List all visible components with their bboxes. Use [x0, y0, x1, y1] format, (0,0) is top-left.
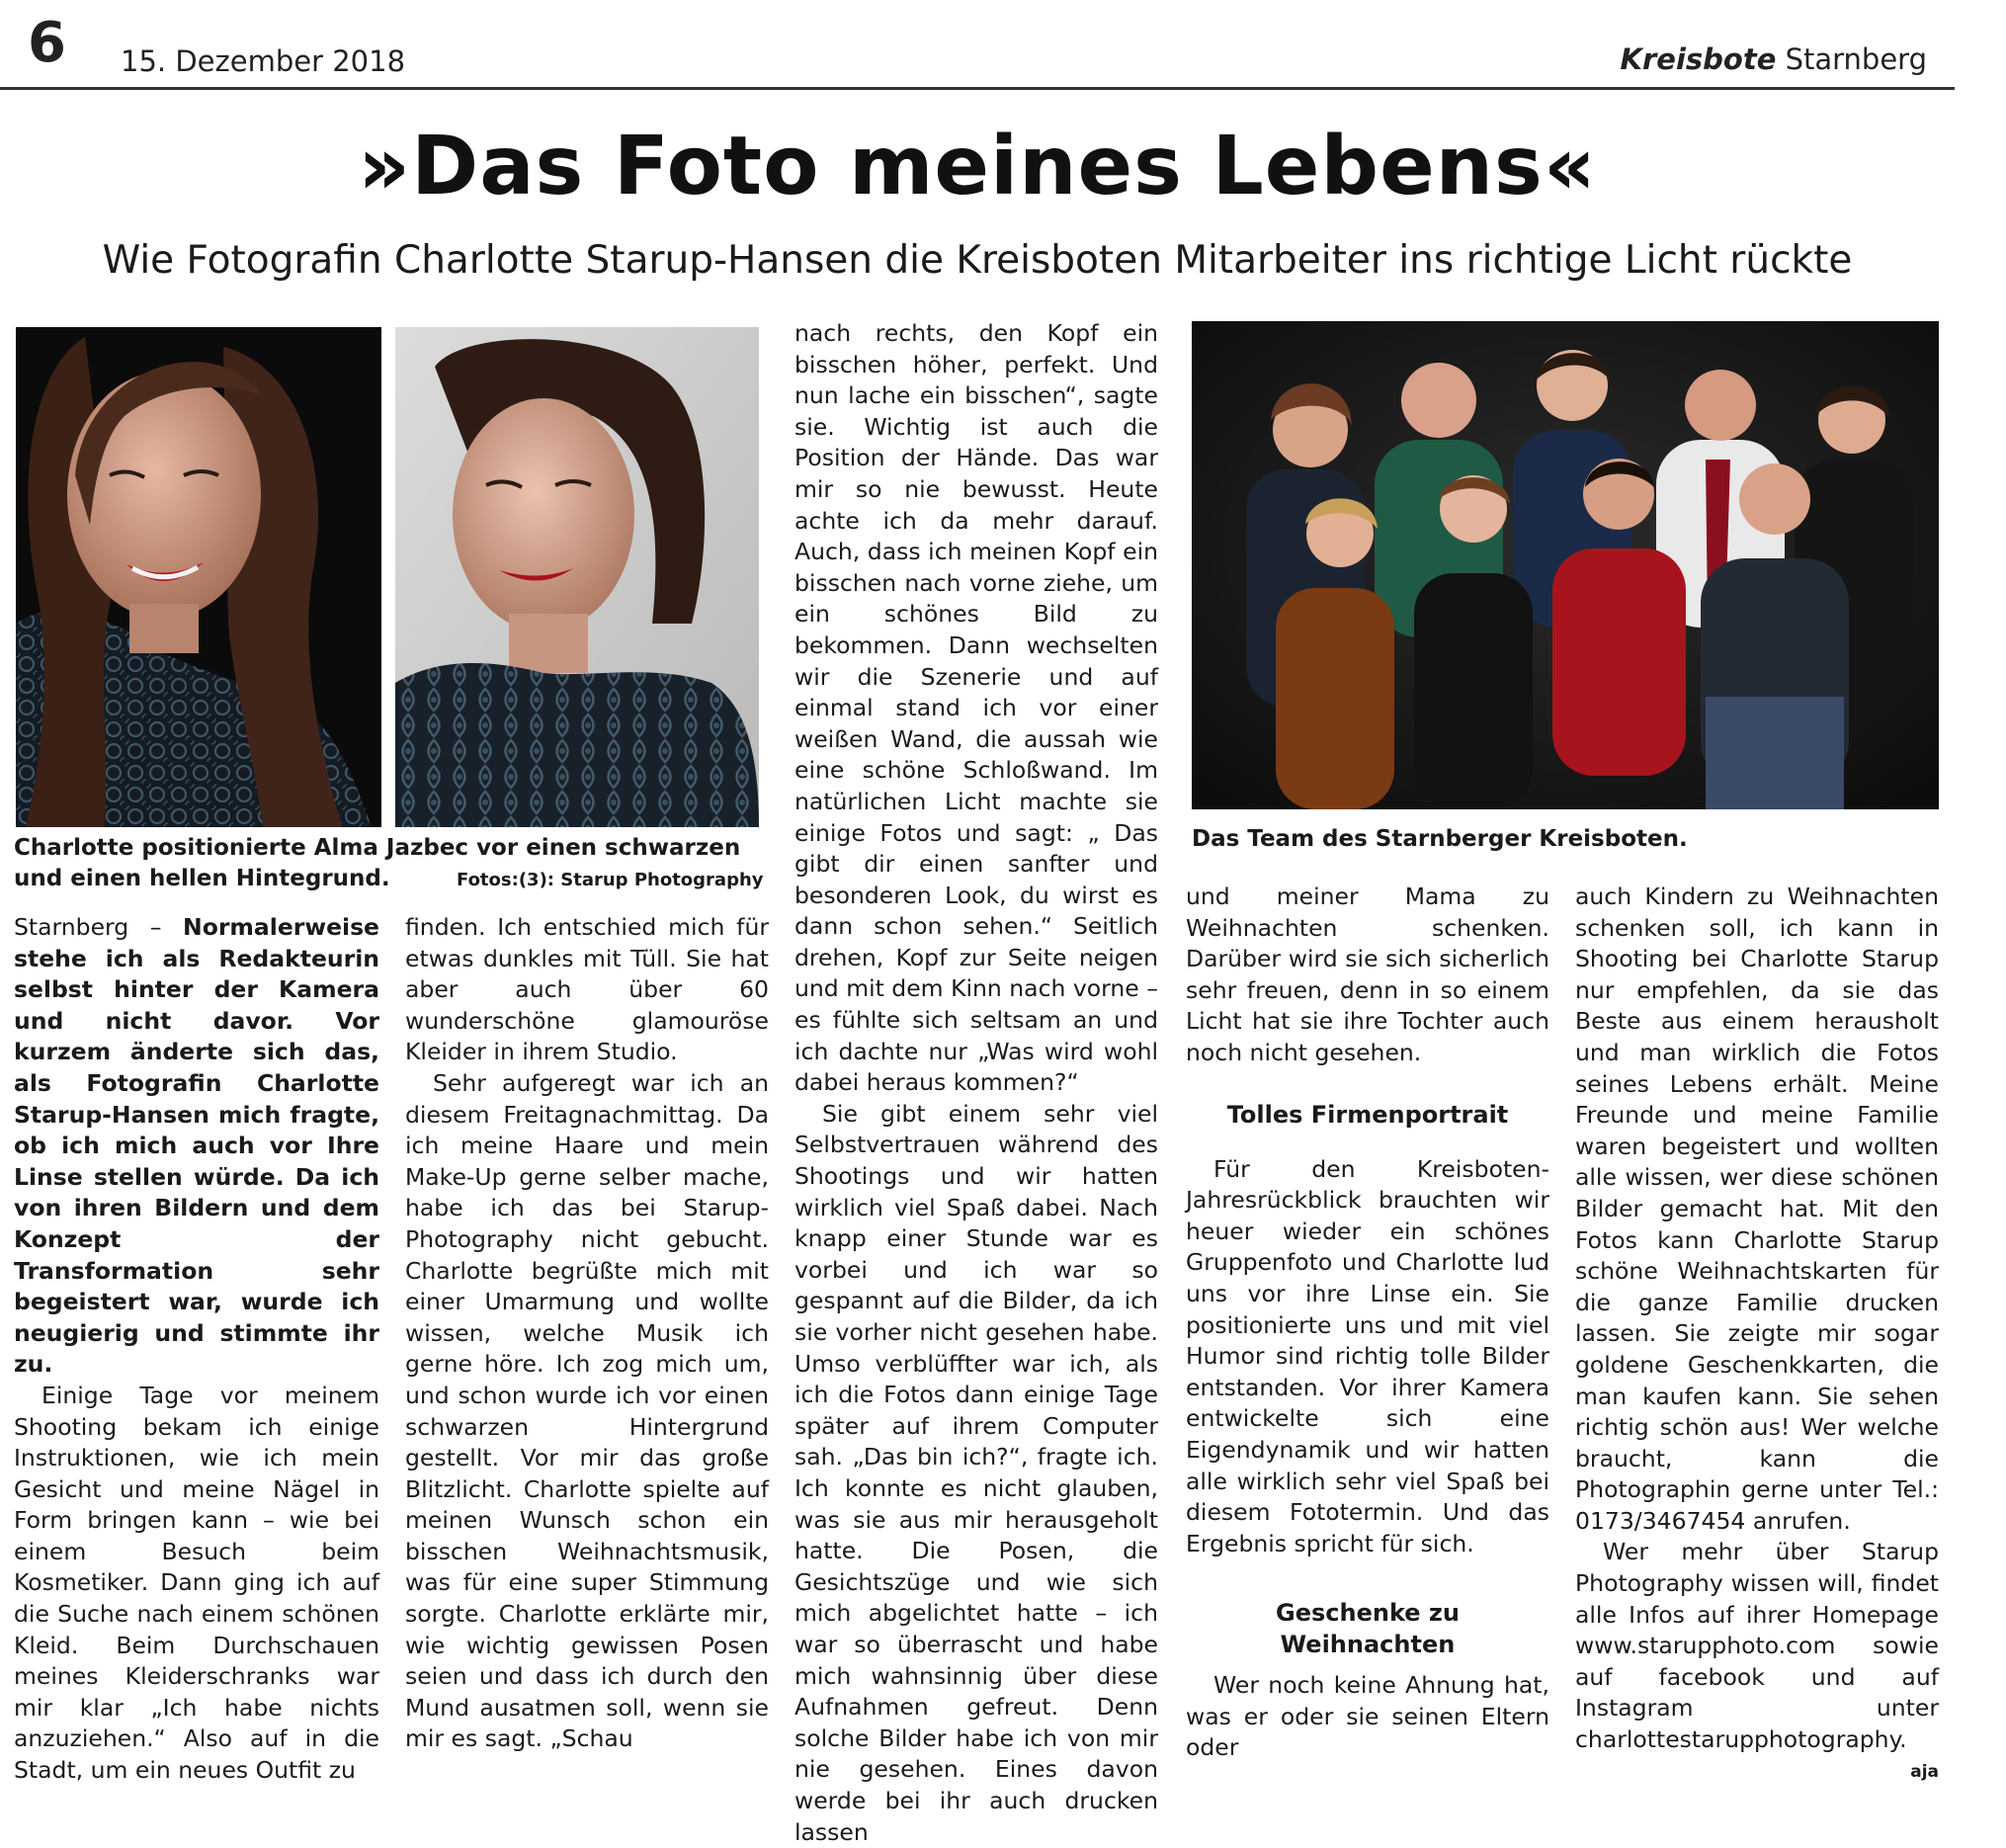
body-paragraph: finden. Ich entschied mich für etwas dunkles mit Tüll. Sie hat aber auch über 60 wunderschöne glamouröse Kleider in ihrem Studio.: [405, 913, 769, 1066]
article-column-3: [794, 318, 1158, 1848]
body-paragraph: [1575, 1537, 1939, 1782]
article-subheadline: Wie Fotografin Charlotte Starup-Hansen die Kreisboten Mitarbeiter ins richtige Licht rückte: [102, 238, 1853, 283]
photo-credit: Fotos:(3): Starup Photography: [457, 870, 764, 890]
publication-edition: Starnberg: [1785, 42, 1927, 76]
body-paragraph: nach rechts, den Kopf ein bisschen höher, perfekt. Und nun lache ein bisschen“, sagte sie. Wichtig ist auch die Position der Hände. Das war mir so nie bewusst. Heute achte ich da mehr darauf. Auch, dass ich meinen Kopf ein bisschen nach vorne ziehe, um ein schönes Bild zu bekommen. Dann wechselten wir die Szenerie und auf einmal stand ich vor einer weißen Wand, die aussah wie eine schöne Schloßwand. Im natürlichen Licht machte sie einige Fotos und sagt: „ Das gibt dir einen sanfter und besonderen Look, du wirst es dann schon sehen.“ Seitlich drehen, Kopf zur Seite neigen und mit dem Kinn nach vorne – es fühlte sich seltsam an und ich dachte nur „Was wird wohl dabei heraus kommen?“: [794, 319, 1158, 1097]
dateline: Starnberg –: [14, 913, 162, 941]
portrait-photo-light: [395, 327, 759, 827]
team-group-photo: [1192, 321, 1939, 809]
article-column-4: [1186, 882, 1549, 1764]
publication-name: [1620, 42, 1928, 76]
masthead-rule: [0, 87, 1955, 90]
body-paragraph: Wer noch keine Ahnung hat, was er oder sie seinen Eltern oder: [1186, 1671, 1549, 1762]
article-headline: »Das Foto meines Lebens«: [358, 120, 1597, 213]
article-column-1: [14, 912, 379, 1787]
closing-text: Wer mehr über Starup Photography wissen will, findet alle Infos auf ihrer Homepage www.starupphoto.com sowie auf facebook und auf Instagram unter charlottestarupphotography.: [1575, 1538, 1939, 1754]
photo-caption-team: Das Team des Starnberger Kreisboten.: [1192, 826, 1688, 852]
photo-caption-portraits: Charlotte positionierte Alma Jazbec vor einen schwarzen und einen hellen Hintegrund.: [14, 835, 741, 891]
section-heading-weihnachten: Geschenke zu Weihnachten: [1276, 1599, 1460, 1659]
body-paragraph: und meiner Mama zu Weihnachten schenken. Darüber wird sie sich sicherlich sehr freuen, denn in so einem Licht hat sie ihre Tochter auch noch nicht gesehen.: [1186, 882, 1549, 1066]
body-paragraph: Für den Kreisboten-Jahresrückblick brauchten wir heuer wieder ein schönes Gruppenfoto und Charlotte lud uns vor ihre Linse ein. Sie positionierte uns und mit viel Humor sind richtig tolle Bilder entstanden. Vor ihrer Kamera entwickelte sich eine Eigendynamik und wir hatten alle wirklich sehr viel Spaß bei diesem Fototermin. Und das Ergebnis spricht für sich.: [1186, 1154, 1549, 1557]
body-paragraph: Einige Tage vor meinem Shooting bekam ich einige Instruktionen, wie ich mein Gesicht und meine Nägel in Form bringen kann – wie bei einem Besuch beim Kosmetiker. Dann ging ich auf die Suche nach einem schönen Kleid. Beim Durchschauen meines Kleiderschranks war mir klar „Ich habe nichts anzuziehen.“ Also auf in die Stadt, um ein neues Outfit zu: [14, 1381, 379, 1785]
body-paragraph: auch Kindern zu Weihnachten schenken soll, ich kann in Shooting bei Charlotte Starup nur empfehlen, da sie das Beste aus einem herausholt und man wirklich die Fotos seines Lebens erhält. Meine Freunde und meine Familie waren begeistert und wollten alle wissen, wer diese schönen Bilder gemacht hat. Mit den Fotos kann Charlotte Starup schöne Weihnachtskarten für die ganze Familie drucken lassen. Sie zeigte mir sogar goldene Geschenkkarten, die man kaufen kann. Sie sehen richtig schön aus! Wer welche braucht, kann die Photographin gerne unter Tel.: 0173/3467454 anrufen.: [1575, 882, 1939, 1535]
issue-date: 15. Dezember 2018: [121, 44, 406, 78]
portrait-photo-dark: [16, 327, 381, 827]
lead-text: Normalerweise stehe ich als Redakteurin selbst hinter der Kamera und nicht davor. Vor kurzem änderte sich das, als Fotografin Charlotte Starup-Hansen mich fragte, ob ich mich auch vor Ihre Linse stellen würde. Da ich von ihren Bildern und dem Konzept der Transformation sehr begeistert war, wurde ich neugierig und stimmte ihr zu.: [14, 913, 379, 1379]
article-column-2: [405, 912, 769, 1755]
lead-paragraph: [14, 912, 379, 1381]
section-heading-firmenportrait: Tolles Firmenportrait: [1226, 1100, 1509, 1129]
page-number: 6: [28, 11, 66, 75]
article-column-5: [1575, 882, 1939, 1788]
body-paragraph: Sehr aufgeregt war ich an diesem Freitagnachmittag. Da ich meine Haare und mein Make-Up gerne selber mache, habe ich das bei Starup-Photography nicht gebucht. Charlotte begrüßte mich mit einer Umarmung und wollte wissen, welche Musik ich gerne höre. Ich zog mich um, und schon wurde ich vor einen schwarzen Hintergrund gestellt. Vor mir das große Blitzlicht. Charlotte spielte auf meinen Wunsch schon ein bisschen Weihnachtsmusik, was für eine super Stimmung sorgte. Charlotte erklärte mir, wie wichtig gewissen Posen seien und dass ich durch den Mund ausatmen soll, wenn sie mir es sagt. „Schau: [405, 1068, 769, 1753]
author-signature: aja: [1910, 1761, 1939, 1782]
publication-brand: Kreisbote: [1620, 42, 1777, 76]
body-paragraph: Sie gibt einem sehr viel Selbstvertrauen während des Shootings und wir hatten wirklich viel Spaß dabei. Nach knapp einer Stunde war es vorbei und ich war so gespannt auf die Bilder, da ich sie vorher nicht gesehen habe. Umso verblüffter war ich, als ich die Fotos dann einige Tage später auf ihrem Computer sah. „Das bin ich?“, fragte ich. Ich konnte es nicht glauben, was sie aus mir herausgeholt hatte. Die Posen, die Gesichtszüge und wie sich mich abgelichtet hatte – ich war so überrascht und habe mich wahnsinnig über diese Aufnahmen gefreut. Denn solche Bilder habe ich von mir nie gesehen. Eines davon werde bei ihr auch drucken lassen: [794, 1099, 1158, 1846]
